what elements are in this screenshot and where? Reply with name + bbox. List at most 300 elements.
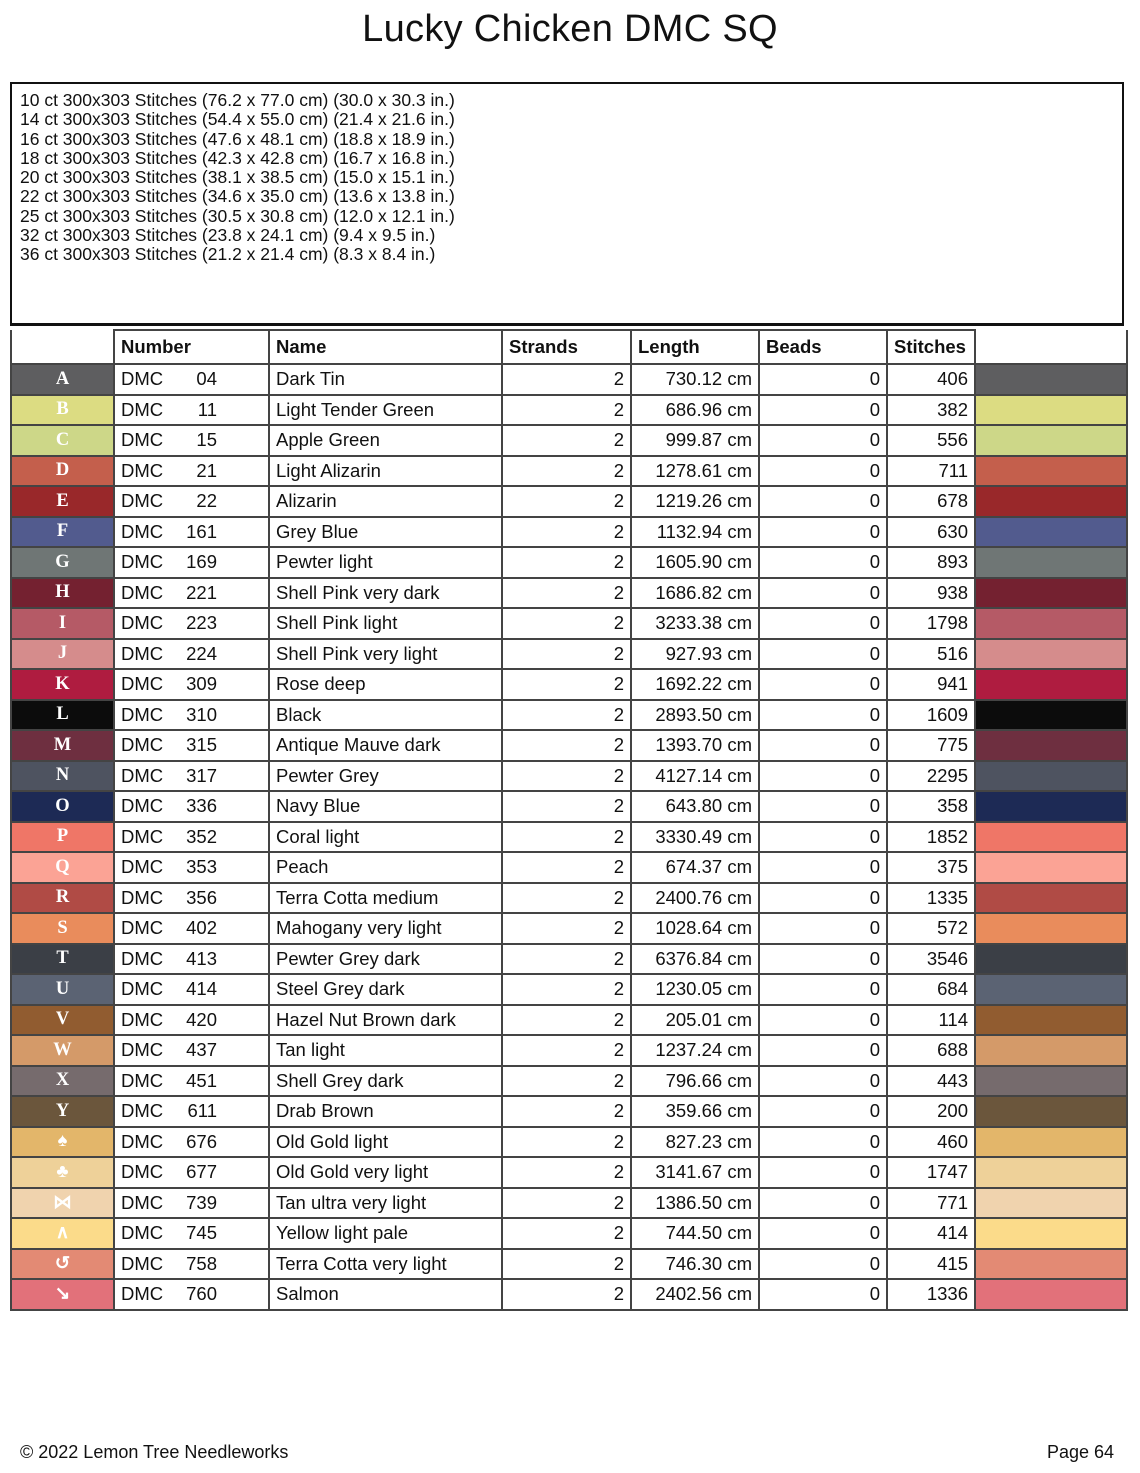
number-cell [114,639,269,670]
floss-code: 224 [186,642,217,664]
length-cell: 1386.50 cm [631,1188,759,1219]
floss-code: 352 [186,825,217,847]
number-cell [114,1218,269,1249]
number-cell [114,395,269,426]
brand-label: DMC [121,429,164,451]
floss-code: 745 [186,1222,217,1244]
table-row [11,913,1127,944]
length-cell: 1686.82 cm [631,578,759,609]
color-swatch [975,944,1127,975]
number-cell [114,456,269,487]
floss-code: 11 [197,398,217,420]
brand-label: DMC [121,1100,164,1122]
table-row [11,1005,1127,1036]
number-cell [114,1157,269,1188]
symbol-cell: I [11,608,114,639]
brand-label: DMC [121,1161,164,1183]
name-cell: Old Gold light [269,1127,502,1158]
name-cell: Old Gold very light [269,1157,502,1188]
name-cell: Shell Pink very dark [269,578,502,609]
copyright-footer: © 2022 Lemon Tree Needleworks [20,1442,289,1462]
strands-cell: 2 [502,822,631,853]
color-swatch [975,1218,1127,1249]
strands-cell: 2 [502,1066,631,1097]
name-cell: Black [269,700,502,731]
symbol-cell: ♠ [11,1127,114,1158]
fabric-size-info-box [10,82,1124,326]
number-cell [114,944,269,975]
stitches-cell: 771 [887,1188,975,1219]
length-cell: 2893.50 cm [631,700,759,731]
color-swatch [975,822,1127,853]
number-cell [114,913,269,944]
fabric-size-line: 25 ct 300x303 Stitches (30.5 x 30.8 cm) (12.0 x 12.1 in.) [20,205,455,226]
table-row [11,1218,1127,1249]
beads-cell: 0 [759,1218,887,1249]
floss-code: 356 [186,886,217,908]
length-cell: 1605.90 cm [631,547,759,578]
floss-code: 677 [186,1161,217,1183]
beads-cell: 0 [759,395,887,426]
floss-code: 315 [186,734,217,756]
length-cell: 3330.49 cm [631,822,759,853]
stitches-cell: 1335 [887,883,975,914]
stitches-cell: 443 [887,1066,975,1097]
floss-code: 739 [186,1191,217,1213]
symbol-cell: G [11,547,114,578]
length-cell: 744.50 cm [631,1218,759,1249]
length-cell: 1230.05 cm [631,974,759,1005]
floss-code: 309 [186,673,217,695]
strands-cell: 2 [502,1127,631,1158]
fabric-size-line: 10 ct 300x303 Stitches (76.2 x 77.0 cm) (30.0 x 30.3 in.) [20,90,455,110]
number-cell [114,1127,269,1158]
table-row [11,578,1127,609]
symbol-cell: N [11,761,114,792]
symbol-cell: K [11,669,114,700]
floss-code: 221 [186,581,217,603]
floss-code: 611 [187,1100,217,1122]
table-row [11,364,1127,395]
length-cell: 927.93 cm [631,639,759,670]
stitches-cell: 1798 [887,608,975,639]
beads-cell: 0 [759,364,887,395]
floss-code: 437 [186,1039,217,1061]
table-row [11,883,1127,914]
symbol-cell: B [11,395,114,426]
beads-cell: 0 [759,944,887,975]
table-row [11,1249,1127,1280]
name-cell: Terra Cotta medium [269,883,502,914]
length-cell: 3233.38 cm [631,608,759,639]
number-cell [114,1005,269,1036]
page-number: Page 64 [1046,1442,1114,1462]
symbol-cell: ↺ [11,1249,114,1280]
color-swatch [975,1157,1127,1188]
length-cell: 827.23 cm [631,1127,759,1158]
color-swatch [975,1035,1127,1066]
table-row [11,791,1127,822]
color-swatch [975,1279,1127,1310]
color-swatch [975,486,1127,517]
stitches-cell: 2295 [887,761,975,792]
name-cell: Shell Pink light [269,608,502,639]
length-cell: 1219.26 cm [631,486,759,517]
brand-label: DMC [121,825,164,847]
floss-code: 223 [186,612,217,634]
beads-cell: 0 [759,1279,887,1310]
color-swatch [975,883,1127,914]
name-cell: Navy Blue [269,791,502,822]
stitches-cell: 114 [887,1005,975,1036]
strands-cell: 2 [502,1249,631,1280]
table-row [11,639,1127,670]
brand-label: DMC [121,703,164,725]
length-cell: 2400.76 cm [631,883,759,914]
brand-label: DMC [121,368,164,390]
name-cell: Light Alizarin [269,456,502,487]
name-cell: Dark Tin [269,364,502,395]
symbol-cell: H [11,578,114,609]
beads-cell: 0 [759,1035,887,1066]
symbol-cell: O [11,791,114,822]
name-cell: Shell Grey dark [269,1066,502,1097]
strands-cell: 2 [502,1096,631,1127]
stitches-cell: 358 [887,791,975,822]
color-swatch [975,517,1127,548]
beads-cell: 0 [759,1066,887,1097]
name-cell: Yellow light pale [269,1218,502,1249]
table-row [11,395,1127,426]
length-cell: 3141.67 cm [631,1157,759,1188]
name-cell: Antique Mauve dark [269,730,502,761]
name-cell: Hazel Nut Brown dark [269,1005,502,1036]
symbol-cell: U [11,974,114,1005]
brand-label: DMC [121,1191,164,1213]
floss-code: 760 [186,1283,217,1305]
table-row [11,1096,1127,1127]
number-cell [114,486,269,517]
strands-cell: 2 [502,578,631,609]
brand-label: DMC [121,673,164,695]
strands-cell: 2 [502,669,631,700]
name-cell: Drab Brown [269,1096,502,1127]
table-row [11,761,1127,792]
header-length: Length [631,330,759,364]
number-cell [114,974,269,1005]
length-cell: 1237.24 cm [631,1035,759,1066]
brand-label: DMC [121,764,164,786]
name-cell: Mahogany very light [269,913,502,944]
brand-label: DMC [121,1069,164,1091]
number-cell [114,852,269,883]
table-row [11,1157,1127,1188]
strands-cell: 2 [502,944,631,975]
number-cell [114,700,269,731]
number-cell [114,669,269,700]
beads-cell: 0 [759,822,887,853]
name-cell: Tan ultra very light [269,1188,502,1219]
symbol-cell: L [11,700,114,731]
symbol-cell: J [11,639,114,670]
name-cell: Salmon [269,1279,502,1310]
brand-label: DMC [121,581,164,603]
stitches-cell: 775 [887,730,975,761]
beads-cell: 0 [759,1127,887,1158]
strands-cell: 2 [502,700,631,731]
number-cell [114,822,269,853]
strands-cell: 2 [502,608,631,639]
stitches-cell: 375 [887,852,975,883]
table-row [11,608,1127,639]
header-beads: Beads [759,330,887,364]
name-cell: Rose deep [269,669,502,700]
symbol-cell: ↘ [11,1279,114,1310]
stitches-cell: 1747 [887,1157,975,1188]
number-cell [114,791,269,822]
table-row [11,425,1127,456]
floss-code: 402 [186,917,217,939]
name-cell: Shell Pink very light [269,639,502,670]
symbol-cell: E [11,486,114,517]
number-cell [114,517,269,548]
table-row [11,700,1127,731]
brand-label: DMC [121,551,164,573]
color-swatch [975,761,1127,792]
brand-label: DMC [121,398,164,420]
beads-cell: 0 [759,883,887,914]
color-swatch [975,578,1127,609]
symbol-cell: M [11,730,114,761]
length-cell: 999.87 cm [631,425,759,456]
symbol-cell: A [11,364,114,395]
number-cell [114,425,269,456]
color-swatch [975,1188,1127,1219]
name-cell: Pewter Grey [269,761,502,792]
beads-cell: 0 [759,547,887,578]
name-cell: Light Tender Green [269,395,502,426]
color-swatch [975,364,1127,395]
brand-label: DMC [121,1039,164,1061]
color-swatch [975,791,1127,822]
beads-cell: 0 [759,913,887,944]
floss-code: 161 [186,520,217,542]
brand-label: DMC [121,795,164,817]
fabric-size-line: 22 ct 300x303 Stitches (34.6 x 35.0 cm) (13.6 x 13.8 in.) [20,186,455,207]
header-number: Number [114,330,269,364]
color-swatch [975,1066,1127,1097]
stitches-cell: 688 [887,1035,975,1066]
color-swatch [975,974,1127,1005]
strands-cell: 2 [502,1279,631,1310]
fabric-size-line: 36 ct 300x303 Stitches (21.2 x 21.4 cm) (8.3 x 8.4 in.) [20,244,436,265]
name-cell: Pewter light [269,547,502,578]
strands-cell: 2 [502,761,631,792]
name-cell: Peach [269,852,502,883]
table-row [11,1035,1127,1066]
name-cell: Coral light [269,822,502,853]
strands-cell: 2 [502,1218,631,1249]
stitches-cell: 3546 [887,944,975,975]
strands-cell: 2 [502,517,631,548]
length-cell: 4127.14 cm [631,761,759,792]
stitches-cell: 460 [887,1127,975,1158]
table-row [11,1188,1127,1219]
length-cell: 359.66 cm [631,1096,759,1127]
table-row [11,852,1127,883]
beads-cell: 0 [759,730,887,761]
table-row [11,517,1127,548]
table-row [11,822,1127,853]
table-header-row [11,330,1127,364]
number-cell [114,608,269,639]
length-cell: 746.30 cm [631,1249,759,1280]
symbol-cell: ∧ [11,1218,114,1249]
strands-cell: 2 [502,456,631,487]
brand-label: DMC [121,1283,164,1305]
floss-code: 317 [186,764,217,786]
symbol-cell: X [11,1066,114,1097]
floss-code: 169 [186,551,217,573]
floss-code: 21 [196,459,217,481]
beads-cell: 0 [759,669,887,700]
stitches-cell: 200 [887,1096,975,1127]
name-cell: Tan light [269,1035,502,1066]
symbol-cell: D [11,456,114,487]
floss-code: 353 [186,856,217,878]
fabric-size-line: 16 ct 300x303 Stitches (47.6 x 48.1 cm) (18.8 x 18.9 in.) [20,128,455,149]
strands-cell: 2 [502,486,631,517]
brand-label: DMC [121,1130,164,1152]
fabric-size-line: 14 ct 300x303 Stitches (54.4 x 55.0 cm) (21.4 x 21.6 in.) [20,109,455,130]
symbol-cell: R [11,883,114,914]
length-cell: 2402.56 cm [631,1279,759,1310]
color-swatch [975,730,1127,761]
stitches-cell: 893 [887,547,975,578]
name-cell: Terra Cotta very light [269,1249,502,1280]
stitches-cell: 630 [887,517,975,548]
brand-label: DMC [121,856,164,878]
beads-cell: 0 [759,639,887,670]
symbol-cell: V [11,1005,114,1036]
stitches-cell: 406 [887,364,975,395]
brand-label: DMC [121,917,164,939]
brand-label: DMC [121,978,164,1000]
brand-label: DMC [121,1008,164,1030]
beads-cell: 0 [759,1096,887,1127]
stitches-cell: 684 [887,974,975,1005]
fabric-size-line: 32 ct 300x303 Stitches (23.8 x 24.1 cm) (9.4 x 9.5 in.) [20,225,436,246]
strands-cell: 2 [502,1188,631,1219]
floss-code: 414 [186,978,217,1000]
header-symbol [11,330,114,364]
strands-cell: 2 [502,1005,631,1036]
table-row [11,547,1127,578]
floss-code: 336 [186,795,217,817]
floss-code: 758 [186,1252,217,1274]
brand-label: DMC [121,642,164,664]
length-cell: 1692.22 cm [631,669,759,700]
stitches-cell: 572 [887,913,975,944]
beads-cell: 0 [759,761,887,792]
number-cell [114,578,269,609]
header-swatch [975,330,1127,364]
strands-cell: 2 [502,730,631,761]
strands-cell: 2 [502,852,631,883]
strands-cell: 2 [502,395,631,426]
brand-label: DMC [121,520,164,542]
name-cell: Apple Green [269,425,502,456]
header-strands: Strands [502,330,631,364]
table-row [11,730,1127,761]
beads-cell: 0 [759,1005,887,1036]
stitches-cell: 415 [887,1249,975,1280]
brand-label: DMC [121,1222,164,1244]
stitches-cell: 941 [887,669,975,700]
table-row [11,974,1127,1005]
floss-code: 310 [186,703,217,725]
symbol-cell: T [11,944,114,975]
floss-code: 15 [196,429,217,451]
name-cell: Pewter Grey dark [269,944,502,975]
fabric-size-line: 18 ct 300x303 Stitches (42.3 x 42.8 cm) (16.7 x 16.8 in.) [20,147,455,168]
beads-cell: 0 [759,974,887,1005]
header-stitches: Stitches [887,330,975,364]
stitches-cell: 938 [887,578,975,609]
length-cell: 1132.94 cm [631,517,759,548]
beads-cell: 0 [759,791,887,822]
strands-cell: 2 [502,913,631,944]
name-cell: Grey Blue [269,517,502,548]
length-cell: 796.66 cm [631,1066,759,1097]
symbol-cell: F [11,517,114,548]
strands-cell: 2 [502,974,631,1005]
table-row [11,1127,1127,1158]
stitches-cell: 382 [887,395,975,426]
beads-cell: 0 [759,425,887,456]
color-swatch [975,669,1127,700]
strands-cell: 2 [502,639,631,670]
strands-cell: 2 [502,1157,631,1188]
symbol-cell: P [11,822,114,853]
strands-cell: 2 [502,364,631,395]
length-cell: 686.96 cm [631,395,759,426]
beads-cell: 0 [759,852,887,883]
length-cell: 1278.61 cm [631,456,759,487]
color-swatch [975,639,1127,670]
number-cell [114,761,269,792]
number-cell [114,1279,269,1310]
beads-cell: 0 [759,700,887,731]
stitches-cell: 678 [887,486,975,517]
color-swatch [975,547,1127,578]
strands-cell: 2 [502,883,631,914]
number-cell [114,1249,269,1280]
number-cell [114,364,269,395]
beads-cell: 0 [759,486,887,517]
length-cell: 1028.64 cm [631,913,759,944]
symbol-cell: W [11,1035,114,1066]
beads-cell: 0 [759,517,887,548]
table-row [11,944,1127,975]
table-row [11,486,1127,517]
color-swatch [975,608,1127,639]
strands-cell: 2 [502,547,631,578]
floss-table [10,329,1128,1311]
length-cell: 674.37 cm [631,852,759,883]
symbol-cell: S [11,913,114,944]
strands-cell: 2 [502,425,631,456]
